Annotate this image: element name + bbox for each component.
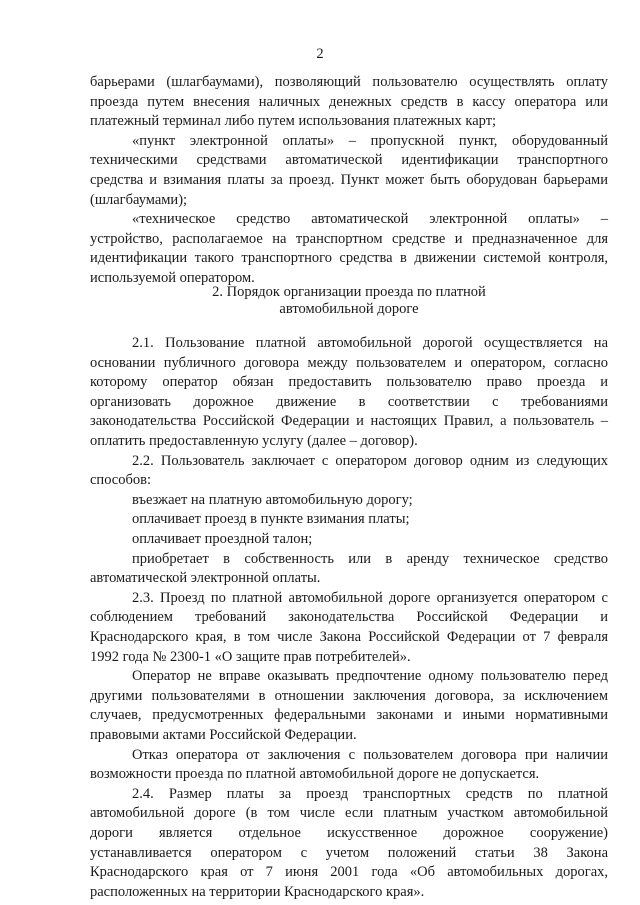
intro-line: платежный терминал либо путем использования платежных карт; <box>90 113 497 130</box>
section-line: случаев, предусмотренных федеральными законами и иными нормативными <box>90 707 608 724</box>
section-line: соблюдением требований законодательства Российской Федерации и <box>90 609 608 626</box>
section-line: оплатить предоставленную услугу (далее – договор). <box>90 433 418 449</box>
section-line: правовыми актами Российской Федерации. <box>90 727 357 743</box>
section-line: дороги является отдельное искусственное дорожное сооружение) <box>90 825 608 841</box>
section-line: другими пользователями в отношении заключения договора, за исключением <box>90 687 608 704</box>
section-line: Краснодарского края, в том числе Закона Российской Федерации от 7 февраля <box>90 629 608 645</box>
section-line: автоматической электронной оплаты. <box>90 570 321 587</box>
section-line: организовать дорожное движение в соответствии с требованиями <box>90 393 608 410</box>
section-line: законодательства Российской Федерации и настоящих Правил, а пользователь – <box>90 413 608 430</box>
intro-line: устройство, располагаемое на транспортном средстве и предназначенное для <box>90 230 608 247</box>
section-line: Отказ оператора от заключения с пользователем договора при наличии <box>132 746 608 763</box>
section-line: Краснодарского края от 7 июня 2001 года «Об автомобильных дорогах, <box>90 864 608 881</box>
section-line: основании публичного договора между пользователем и оператором, согласно <box>90 354 608 371</box>
section-heading-line-1: 2. Порядок организации проезда по платной <box>212 284 486 300</box>
section-line: въезжает на платную автомобильную дорогу; <box>132 491 413 508</box>
section-line: 2.1. Пользование платной автомобильной дорогой осуществляется на <box>132 335 608 351</box>
section-line: оплачивает проезд в пункте взимания платы; <box>132 511 410 528</box>
section-line: оплачивает проездной талон; <box>132 531 313 547</box>
section-line: автомобильной дороге (в том числе если платным участком автомобильной <box>90 805 608 822</box>
intro-line: используемой оператором. <box>90 270 255 286</box>
intro-line: средства и взимания платы за проезд. Пункт может быть оборудован барьерами <box>90 172 608 188</box>
intro-line: (шлагбаумами); <box>90 191 188 208</box>
section-line: которому оператор обязан предоставить пользователю право проезда и <box>90 374 608 391</box>
intro-line: «пункт электронной оплаты» – пропускной пункт, оборудованный <box>132 132 608 149</box>
intro-line: проезда путем внесения наличных денежных средств в кассу оператора или <box>90 93 608 110</box>
section-line: устанавливается оператором с учетом положений статьи 38 Закона <box>90 844 608 861</box>
section-line: 1992 года № 2300-1 «О защите прав потребителей». <box>90 648 411 665</box>
intro-line: барьерами (шлагбаумами), позволяющий пользователю осуществлять оплату <box>90 74 608 90</box>
section-line: 2.2. Пользователь заключает с оператором договор одним из следующих <box>132 452 608 469</box>
intro-line: «техническое средство автоматической электронной оплаты» – <box>132 211 608 228</box>
section-line: способов: <box>90 472 151 489</box>
section-line: Оператор не вправе оказывать предпочтение одному пользователю перед <box>132 668 608 685</box>
section-heading-line-2: автомобильной дороге <box>279 301 419 317</box>
section-line: расположенных на территории Краснодарского края». <box>90 883 425 900</box>
intro-line: техническими средствами автоматической идентификации транспортного <box>90 152 608 169</box>
section-line: 2.4. Размер платы за проезд транспортных средств по платной <box>132 785 608 802</box>
intro-line: идентификации такого транспортного средства в движении системой контроля, <box>90 250 608 267</box>
section-line: возможности проезда по платной автомобильной дороге не допускается. <box>90 766 540 783</box>
page-number: 2 <box>316 46 324 62</box>
section-line: 2.3. Проезд по платной автомобильной дороге организуется оператором с <box>132 589 608 606</box>
section-line: приобретает в собственность или в аренду техническое средство <box>132 550 608 567</box>
